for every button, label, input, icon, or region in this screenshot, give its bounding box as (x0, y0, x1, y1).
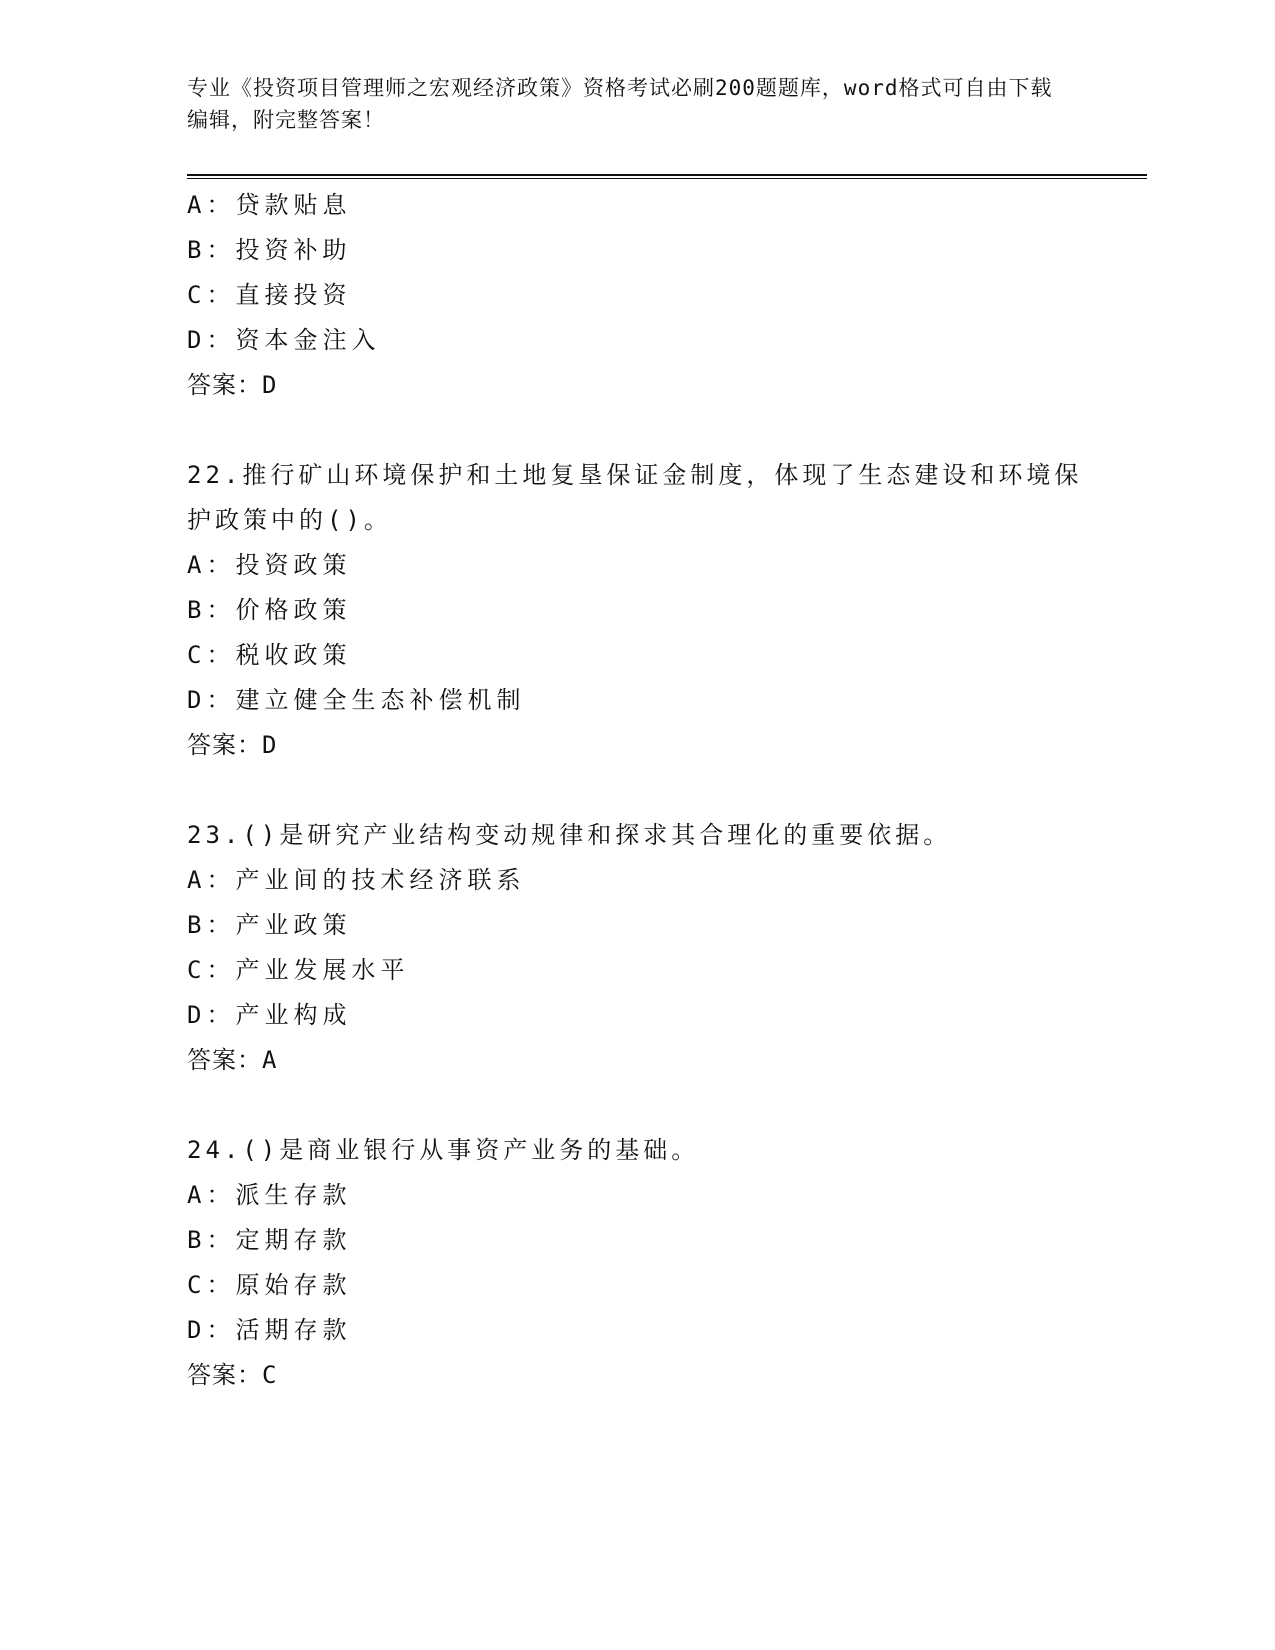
option-a: A：派生存款 (187, 1181, 352, 1209)
option-b: B：投资补助 (187, 236, 352, 264)
header-rule (187, 174, 1147, 179)
option-c: C：产业发展水平 (187, 956, 410, 984)
option-b: B：产业政策 (187, 911, 352, 939)
spacer (187, 1083, 1147, 1128)
answer: 答案：D (187, 731, 278, 759)
question-block-23 (187, 813, 1147, 1083)
document-header: 专业《投资项目管理师之宏观经济政策》资格考试必刷200题题库，word格式可自由下载编辑，附完整答案！ (187, 76, 1053, 132)
answer: 答案：C (187, 1361, 278, 1389)
question-block-21 (187, 183, 1147, 408)
question-text: 24.()是商业银行从事资产业务的基础。 (187, 1136, 700, 1164)
option-a: A：投资政策 (187, 551, 352, 579)
answer: 答案：D (187, 371, 278, 399)
option-a: A：贷款贴息 (187, 191, 352, 219)
option-d: D：建立健全生态补偿机制 (187, 686, 526, 714)
spacer (187, 768, 1147, 813)
option-d: D：资本金注入 (187, 326, 381, 354)
document-page (187, 72, 1147, 1398)
option-c: C：直接投资 (187, 281, 352, 309)
option-d: D：产业构成 (187, 1001, 352, 1029)
option-a: A：产业间的技术经济联系 (187, 866, 526, 894)
answer: 答案：A (187, 1046, 278, 1074)
spacer (187, 408, 1147, 453)
option-c: C：原始存款 (187, 1271, 352, 1299)
question-block-22 (187, 453, 1147, 768)
option-c: C：税收政策 (187, 641, 352, 669)
question-text: 23.()是研究产业结构变动规律和探求其合理化的重要依据。 (187, 821, 952, 849)
question-text: 22.推行矿山环境保护和土地复垦保证金制度，体现了生态建设和环境保护政策中的()。 (187, 461, 1083, 534)
option-d: D：活期存款 (187, 1316, 352, 1344)
question-block-24 (187, 1128, 1147, 1398)
option-b: B：定期存款 (187, 1226, 352, 1254)
option-b: B：价格政策 (187, 596, 352, 624)
